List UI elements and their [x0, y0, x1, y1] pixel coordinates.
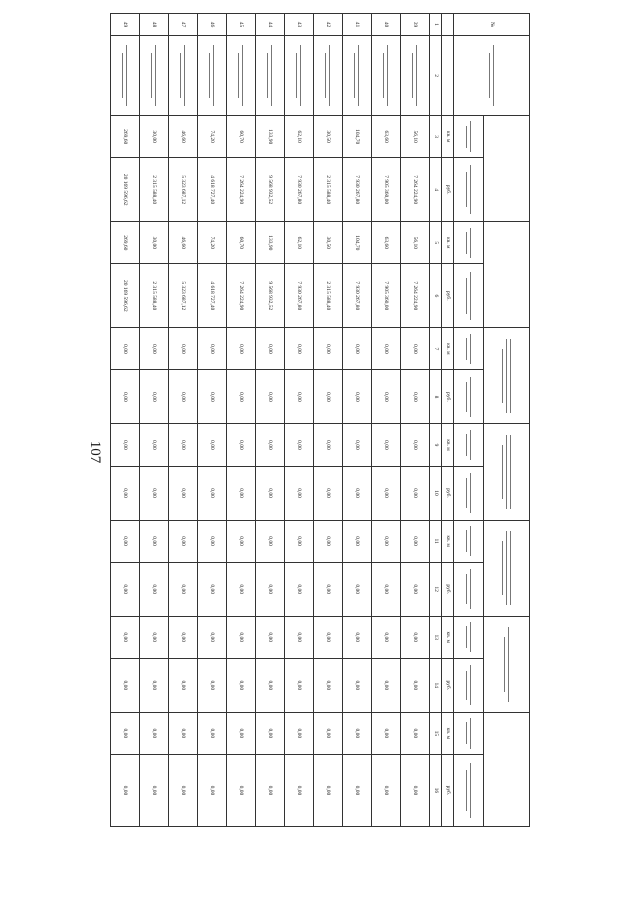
value-cell: 0,00 — [285, 616, 314, 658]
sub-header-cell — [454, 424, 484, 466]
column-number-cell: 1 — [430, 14, 442, 36]
value-cell: 0,00 — [227, 658, 256, 712]
header-group-7 — [484, 616, 530, 712]
value-cell: 0,00 — [169, 424, 198, 466]
value-cell: 2 315 588,40 — [314, 158, 343, 222]
value-cell: 0,00 — [227, 328, 256, 370]
value-cell: 0,00 — [285, 370, 314, 424]
value-cell: 0,00 — [169, 658, 198, 712]
table-row — [227, 14, 256, 827]
value-cell: 0,00 — [198, 754, 227, 826]
unit-cell: кв. м — [442, 424, 454, 466]
unit-cell: кв. м — [442, 616, 454, 658]
table-row — [169, 14, 198, 827]
unit-cell: руб. — [442, 264, 454, 328]
value-cell: 0,00 — [227, 754, 256, 826]
value-cell: 0,00 — [227, 616, 256, 658]
unit-cell: кв. м — [442, 712, 454, 754]
value-cell: 104,70 — [343, 222, 372, 264]
value-cell: 0,00 — [314, 712, 343, 754]
value-cell: 46,60 — [169, 222, 198, 264]
value-cell: 2 315 588,40 — [140, 158, 169, 222]
column-number-cell: 5 — [430, 222, 442, 264]
value-cell: 0,00 — [372, 754, 401, 826]
value-cell: 0,00 — [372, 616, 401, 658]
value-cell: 0,00 — [111, 328, 140, 370]
value-cell: 0,00 — [343, 712, 372, 754]
sub-header-cell — [454, 222, 484, 264]
sub-header-cell — [454, 264, 484, 328]
value-cell: 0,00 — [111, 370, 140, 424]
value-cell: 0,00 — [140, 328, 169, 370]
value-cell: 0,00 — [372, 328, 401, 370]
unit-cell: руб. — [442, 658, 454, 712]
value-cell: 7 930 267,80 — [343, 158, 372, 222]
table-row — [401, 14, 430, 827]
value-cell: 2 315 588,40 — [314, 264, 343, 328]
value-cell: 0,00 — [227, 466, 256, 520]
header-group-5 — [484, 424, 530, 520]
value-cell: 0,00 — [256, 616, 285, 658]
value-cell: 0,00 — [314, 616, 343, 658]
row-number-cell: 47 — [169, 14, 198, 36]
address-cell — [401, 36, 430, 116]
address-cell — [227, 36, 256, 116]
value-cell: 0,00 — [140, 616, 169, 658]
value-cell: 0,00 — [227, 520, 256, 562]
value-cell: 63,60 — [372, 116, 401, 158]
value-cell: 2 315 588,40 — [140, 264, 169, 328]
table-row — [140, 14, 169, 827]
header-group-total — [484, 116, 530, 222]
value-cell: 0,00 — [111, 712, 140, 754]
value-cell: 9 568 932,52 — [256, 158, 285, 222]
housing-data-table — [110, 13, 530, 827]
header-row-no: № — [454, 14, 530, 36]
value-cell: 0,00 — [227, 370, 256, 424]
value-cell: 0,00 — [198, 658, 227, 712]
value-cell: 0,00 — [198, 466, 227, 520]
unit-cell: кв. м — [442, 520, 454, 562]
value-cell: 0,00 — [256, 658, 285, 712]
value-cell: 0,00 — [343, 754, 372, 826]
value-cell: 0,00 — [169, 562, 198, 616]
value-cell: 0,00 — [111, 616, 140, 658]
value-cell: 63,60 — [372, 222, 401, 264]
value-cell: 0,00 — [314, 754, 343, 826]
row-number-cell: 45 — [227, 14, 256, 36]
value-cell: 0,00 — [169, 370, 198, 424]
value-cell: 0,00 — [343, 466, 372, 520]
column-number-cell: 2 — [430, 36, 442, 116]
sub-header-cell — [454, 616, 484, 658]
value-cell: 7 264 224,90 — [401, 264, 430, 328]
unit-cell: руб. — [442, 562, 454, 616]
value-cell: 56,10 — [401, 116, 430, 158]
value-cell: 46,60 — [169, 116, 198, 158]
value-cell: 0,00 — [401, 328, 430, 370]
unit-cell: кв. м — [442, 222, 454, 264]
value-cell: 0,00 — [111, 754, 140, 826]
value-cell: 0,00 — [285, 466, 314, 520]
value-cell: 0,00 — [169, 616, 198, 658]
value-cell: 0,00 — [401, 370, 430, 424]
value-cell: 0,00 — [314, 658, 343, 712]
value-cell: 0,00 — [343, 562, 372, 616]
value-cell: 0,00 — [285, 754, 314, 826]
address-cell — [198, 36, 227, 116]
value-cell: 60,70 — [227, 222, 256, 264]
value-cell: 7 930 267,80 — [343, 264, 372, 328]
value-cell: 4 618 727,40 — [198, 158, 227, 222]
value-cell: 0,00 — [256, 712, 285, 754]
column-number-cell: 13 — [430, 616, 442, 658]
column-number-cell: 7 — [430, 328, 442, 370]
value-cell: 0,00 — [111, 424, 140, 466]
column-number-cell: 6 — [430, 264, 442, 328]
value-cell: 0,00 — [314, 424, 343, 466]
value-cell: 0,00 — [343, 424, 372, 466]
value-cell: 30,50 — [314, 116, 343, 158]
unit-cell: руб. — [442, 466, 454, 520]
address-cell — [314, 36, 343, 116]
landscape-table-sheet — [110, 13, 530, 827]
row-number-cell: 40 — [372, 14, 401, 36]
sub-header-cell — [454, 658, 484, 712]
column-number-cell: 8 — [430, 370, 442, 424]
value-cell: 133,90 — [256, 222, 285, 264]
value-cell: 20 169 596,62 — [111, 158, 140, 222]
value-cell: 74,20 — [198, 222, 227, 264]
value-cell: 0,00 — [140, 520, 169, 562]
value-cell: 0,00 — [285, 424, 314, 466]
value-cell: 9 568 932,52 — [256, 264, 285, 328]
sub-header-cell — [454, 466, 484, 520]
value-cell: 0,00 — [285, 658, 314, 712]
value-cell: 0,00 — [256, 754, 285, 826]
value-cell: 0,00 — [314, 370, 343, 424]
value-cell: 7 930 267,80 — [285, 158, 314, 222]
value-cell: 0,00 — [401, 712, 430, 754]
row-number-cell: 43 — [285, 14, 314, 36]
value-cell: 0,00 — [314, 562, 343, 616]
page-number: 107 — [87, 440, 103, 464]
address-cell — [140, 36, 169, 116]
value-cell: 30,00 — [140, 116, 169, 158]
header-group-6 — [484, 520, 530, 616]
value-cell: 60,70 — [227, 116, 256, 158]
unit-spacer-cell — [442, 36, 454, 116]
row-number-cell: 44 — [256, 14, 285, 36]
value-cell: 133,90 — [256, 116, 285, 158]
value-cell: 0,00 — [401, 562, 430, 616]
sub-header-cell — [454, 754, 484, 826]
row-number-cell: 46 — [198, 14, 227, 36]
value-cell: 4 618 727,40 — [198, 264, 227, 328]
table-row — [343, 14, 372, 827]
value-cell: 0,00 — [256, 424, 285, 466]
unit-spacer-cell — [442, 14, 454, 36]
value-cell: 0,00 — [111, 658, 140, 712]
value-cell: 0,00 — [372, 658, 401, 712]
column-number-cell: 9 — [430, 424, 442, 466]
value-cell: 0,00 — [256, 328, 285, 370]
header-group-4 — [484, 328, 530, 424]
address-cell — [372, 36, 401, 116]
table-row — [285, 14, 314, 827]
value-cell: 269,60 — [111, 116, 140, 158]
value-cell: 0,00 — [314, 520, 343, 562]
value-cell: 62,10 — [285, 116, 314, 158]
value-cell: 0,00 — [256, 520, 285, 562]
value-cell: 0,00 — [198, 712, 227, 754]
value-cell: 7 264 224,90 — [227, 264, 256, 328]
sub-header-cell — [454, 328, 484, 370]
sub-header-cell — [454, 562, 484, 616]
value-cell: 0,00 — [285, 562, 314, 616]
column-number-cell: 3 — [430, 116, 442, 158]
table-row — [111, 14, 140, 827]
table-row — [372, 14, 401, 827]
column-number-row — [430, 14, 442, 827]
value-cell: 0,00 — [198, 562, 227, 616]
sub-header-cell — [454, 116, 484, 158]
value-cell: 7 264 224,90 — [227, 158, 256, 222]
value-cell: 0,00 — [140, 370, 169, 424]
address-cell — [169, 36, 198, 116]
value-cell: 0,00 — [140, 562, 169, 616]
sub-header-cell — [454, 712, 484, 754]
value-cell: 0,00 — [372, 424, 401, 466]
address-cell — [343, 36, 372, 116]
value-cell: 5 323 687,12 — [169, 264, 198, 328]
table-row — [198, 14, 227, 827]
column-number-cell: 11 — [430, 520, 442, 562]
column-number-cell: 15 — [430, 712, 442, 754]
unit-cell: руб. — [442, 158, 454, 222]
value-cell: 0,00 — [198, 616, 227, 658]
value-cell: 0,00 — [401, 520, 430, 562]
value-cell: 30,00 — [140, 222, 169, 264]
table-row — [256, 14, 285, 827]
value-cell: 0,00 — [140, 424, 169, 466]
value-cell: 0,00 — [372, 520, 401, 562]
row-number-cell: 41 — [343, 14, 372, 36]
value-cell: 0,00 — [169, 466, 198, 520]
value-cell: 0,00 — [140, 466, 169, 520]
value-cell: 0,00 — [111, 520, 140, 562]
value-cell: 56,10 — [401, 222, 430, 264]
value-cell: 0,00 — [372, 370, 401, 424]
unit-cell: кв. м — [442, 116, 454, 158]
value-cell: 0,00 — [169, 520, 198, 562]
address-cell — [285, 36, 314, 116]
sub-header-cell — [454, 370, 484, 424]
value-cell: 0,00 — [343, 616, 372, 658]
value-cell: 104,70 — [343, 116, 372, 158]
value-cell: 0,00 — [140, 712, 169, 754]
value-cell: 0,00 — [314, 328, 343, 370]
unit-cell: руб. — [442, 754, 454, 826]
value-cell: 0,00 — [227, 712, 256, 754]
row-number-cell: 42 — [314, 14, 343, 36]
value-cell: 74,20 — [198, 116, 227, 158]
value-cell: 7 264 224,90 — [401, 158, 430, 222]
value-cell: 62,10 — [285, 222, 314, 264]
row-number-cell: 39 — [401, 14, 430, 36]
value-cell: 0,00 — [198, 328, 227, 370]
value-cell: 0,00 — [343, 520, 372, 562]
value-cell: 0,00 — [169, 328, 198, 370]
address-cell — [256, 36, 285, 116]
column-number-cell: 10 — [430, 466, 442, 520]
value-cell: 0,00 — [285, 328, 314, 370]
value-cell: 0,00 — [198, 370, 227, 424]
value-cell: 0,00 — [401, 658, 430, 712]
value-cell: 0,00 — [285, 712, 314, 754]
value-cell: 0,00 — [343, 328, 372, 370]
value-cell: 0,00 — [256, 562, 285, 616]
value-cell: 0,00 — [343, 658, 372, 712]
value-cell: 0,00 — [227, 562, 256, 616]
row-number-cell: 48 — [140, 14, 169, 36]
row-number-cell: 49 — [111, 14, 140, 36]
value-cell: 0,00 — [372, 712, 401, 754]
value-cell: 0,00 — [401, 424, 430, 466]
value-cell: 5 323 687,12 — [169, 158, 198, 222]
header-group-construction — [484, 222, 530, 328]
value-cell: 0,00 — [140, 754, 169, 826]
unit-cell: руб. — [442, 370, 454, 424]
sub-header-cell — [454, 158, 484, 222]
value-cell: 0,00 — [314, 466, 343, 520]
column-number-cell: 16 — [430, 754, 442, 826]
value-cell: 0,00 — [372, 562, 401, 616]
sub-header-cell — [454, 520, 484, 562]
value-cell: 0,00 — [169, 754, 198, 826]
value-cell: 0,00 — [285, 520, 314, 562]
value-cell: 0,00 — [401, 466, 430, 520]
column-number-cell: 4 — [430, 158, 442, 222]
value-cell: 0,00 — [140, 658, 169, 712]
value-cell: 0,00 — [401, 616, 430, 658]
column-number-cell: 14 — [430, 658, 442, 712]
value-cell: 0,00 — [198, 520, 227, 562]
value-cell: 0,00 — [256, 370, 285, 424]
value-cell: 269,60 — [111, 222, 140, 264]
group-header-row — [484, 14, 530, 827]
column-number-cell: 12 — [430, 562, 442, 616]
value-cell: 7 905 360,00 — [372, 264, 401, 328]
value-cell: 7 905 360,00 — [372, 158, 401, 222]
value-cell: 0,00 — [111, 466, 140, 520]
value-cell: 0,00 — [169, 712, 198, 754]
sub-header-row — [454, 14, 484, 827]
address-cell — [111, 36, 140, 116]
unit-cell: кв. м — [442, 328, 454, 370]
value-cell: 0,00 — [343, 370, 372, 424]
value-cell: 0,00 — [372, 466, 401, 520]
value-cell: 30,50 — [314, 222, 343, 264]
header-group-other — [484, 712, 530, 826]
value-cell: 0,00 — [227, 424, 256, 466]
value-cell: 0,00 — [111, 562, 140, 616]
value-cell: 0,00 — [198, 424, 227, 466]
unit-row — [442, 14, 454, 827]
value-cell: 0,00 — [256, 466, 285, 520]
header-address — [454, 36, 530, 116]
table-row — [314, 14, 343, 827]
value-cell: 7 930 267,80 — [285, 264, 314, 328]
value-cell: 20 169 596,62 — [111, 264, 140, 328]
value-cell: 0,00 — [401, 754, 430, 826]
